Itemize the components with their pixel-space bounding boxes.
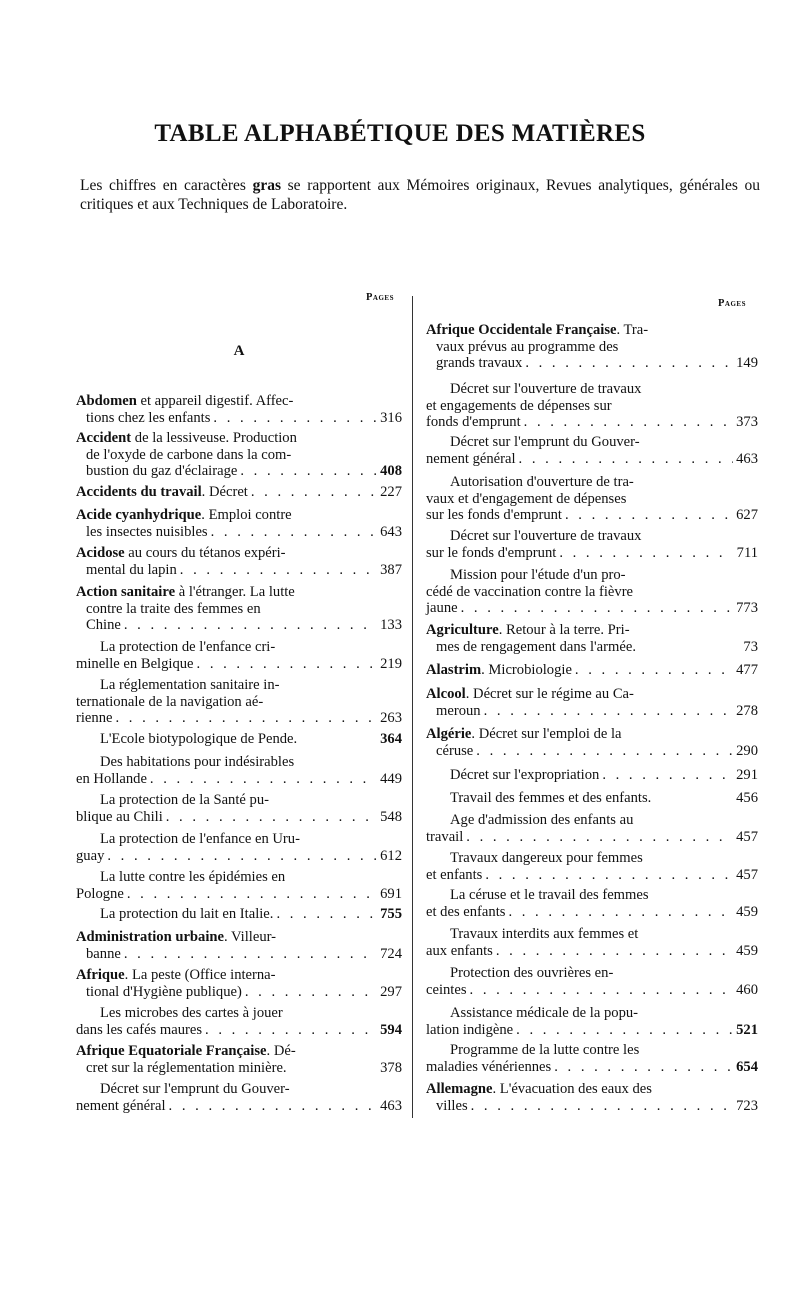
index-entry-heading: Alastrim — [426, 662, 482, 678]
index-entry-text: . L'évacuation des eaux des — [492, 1081, 652, 1097]
dot-leader — [166, 809, 377, 826]
index-entry-line — [426, 867, 758, 884]
index-entry-line — [426, 850, 758, 867]
index-entry — [426, 790, 758, 807]
dot-leader — [524, 414, 733, 431]
index-entry-text: . Retour à la terre. Pri- — [498, 622, 630, 638]
index-entry-line — [76, 677, 402, 694]
index-entry — [426, 322, 758, 372]
index-entry — [76, 545, 402, 578]
page-number: 724 — [380, 945, 402, 962]
index-entry-line — [426, 1059, 758, 1076]
index-entry-heading: Afrique Equatoriale Française — [76, 1043, 267, 1059]
index-entry-text: La céruse et le travail des femmes — [450, 887, 649, 903]
index-entry — [76, 929, 402, 962]
index-entry-text: . Décret — [201, 484, 248, 500]
index-entry-line — [76, 507, 402, 524]
page-number: 548 — [380, 808, 402, 825]
page-number: 459 — [736, 942, 758, 959]
page-number: 449 — [380, 770, 402, 787]
index-entry-line — [426, 767, 758, 784]
index-entry-text: Travaux dangereux pour femmes — [450, 850, 643, 866]
page-number: 364 — [380, 731, 402, 747]
index-entry — [426, 686, 758, 719]
page-number: 408 — [380, 463, 402, 479]
dot-leader — [471, 1098, 733, 1115]
index-entry — [76, 639, 402, 672]
index-entry-text: mental du lapin — [86, 561, 177, 578]
index-entry — [426, 1042, 758, 1075]
index-entry — [76, 1081, 402, 1114]
page-number: 457 — [736, 828, 758, 845]
page-number: 612 — [380, 847, 402, 864]
page-number: 594 — [380, 1021, 402, 1038]
index-entry-line — [426, 1098, 758, 1115]
index-entry-line — [426, 545, 758, 562]
page-number: 773 — [736, 600, 758, 616]
index-entry-text: de l'oxyde de carbone dans la com- — [86, 446, 292, 463]
index-entry-text: Protection des ouvrières en- — [450, 965, 614, 981]
index-entry-text: Travail des femmes et des enfants. — [450, 790, 652, 806]
index-entry-line — [76, 617, 402, 634]
dot-leader — [485, 867, 733, 884]
index-entry-line — [76, 430, 402, 447]
index-entry-text: Programme de la lutte contre les — [450, 1042, 640, 1058]
index-entry-line — [76, 831, 402, 848]
page-number: 456 — [736, 790, 758, 806]
index-entry-line — [76, 447, 402, 464]
index-entry-text: sur le fonds d'emprunt — [426, 544, 557, 561]
page-number: 521 — [736, 1021, 758, 1038]
index-entry — [426, 1081, 758, 1114]
page-number: 387 — [380, 561, 402, 578]
index-entry-line — [76, 1022, 402, 1039]
index-entry-text: rienne — [76, 710, 113, 726]
index-entry-text: Décret sur l'emprunt du Gouver- — [100, 1081, 290, 1097]
dot-leader — [559, 545, 733, 562]
index-entry-text: et des enfants — [426, 903, 506, 920]
index-entry-text: nement général — [76, 1097, 166, 1114]
index-entry-line — [426, 703, 758, 720]
index-entry-text: Travaux interdits aux femmes et — [450, 926, 639, 942]
index-entry-line — [76, 1060, 402, 1077]
index-entry-text: La protection du lait en Italie. — [100, 906, 274, 922]
index-entry-line — [76, 463, 402, 480]
index-entry-text: . Tra- — [616, 322, 649, 338]
index-entry-line — [76, 946, 402, 963]
dot-leader — [565, 507, 733, 524]
intro-text-before: Les chiffres en caractères — [80, 177, 253, 194]
index-entry-line — [426, 584, 758, 601]
index-entry-text: aux enfants — [426, 942, 493, 959]
dot-leader — [115, 710, 377, 727]
dot-leader — [107, 848, 377, 865]
page-number: 654 — [736, 1058, 758, 1075]
index-entry-text: Assistance médicale de la popu- — [450, 1005, 639, 1021]
index-entry-line — [426, 743, 758, 760]
dot-leader — [197, 656, 377, 673]
page-number: 133 — [380, 617, 402, 633]
index-entry — [426, 528, 758, 561]
index-entry-line — [426, 943, 758, 960]
index-entry-text: La protection de l'enfance cri- — [100, 639, 276, 655]
dot-leader — [554, 1059, 733, 1076]
index-entry-line — [76, 869, 402, 886]
index-entry — [76, 967, 402, 1000]
index-entry-heading: Accidents du travail — [76, 484, 202, 500]
index-entry-line — [426, 904, 758, 921]
index-entry-line — [426, 414, 758, 431]
dot-leader — [150, 771, 377, 788]
page-number: 477 — [736, 662, 758, 678]
dot-leader — [240, 463, 377, 480]
index-entry-text: L'Ecole biotypologique de Pende. — [100, 731, 298, 747]
column-divider — [412, 296, 413, 1118]
index-entry — [76, 906, 402, 923]
dot-leader — [213, 410, 377, 427]
dot-leader — [466, 829, 733, 846]
index-entry-text: Chine — [86, 617, 121, 633]
page-number: 73 — [743, 638, 758, 655]
index-entry-text: ceintes — [426, 981, 467, 998]
index-entry-text: . Emploi contre — [201, 507, 292, 523]
index-entry-line — [76, 524, 402, 541]
page-number: 263 — [380, 710, 402, 726]
index-entry-text: Décret sur l'emprunt du Gouver- — [450, 434, 640, 450]
index-entry-line — [426, 434, 758, 451]
index-entry-line — [76, 410, 402, 427]
index-entry — [76, 484, 402, 501]
dot-leader — [124, 617, 377, 634]
dot-leader — [519, 451, 733, 468]
index-entry-line — [426, 1081, 758, 1098]
page-number: 463 — [736, 450, 758, 467]
index-entry — [426, 850, 758, 883]
index-entry-text: . Villeur- — [223, 929, 277, 945]
dot-leader — [180, 562, 377, 579]
index-entry-line — [426, 790, 758, 807]
index-entry-text: sur les fonds d'emprunt — [426, 507, 562, 523]
page-number: 463 — [380, 1097, 402, 1114]
index-entry-text: tions chez les enfants — [86, 409, 211, 426]
index-entry-text: Autorisation d'ouverture de tra- — [450, 474, 634, 490]
index-entry-line — [76, 639, 402, 656]
index-entry-line — [426, 451, 758, 468]
index-entry-text: maladies vénériennes — [426, 1058, 552, 1075]
index-entry-text: vaux et d'engagement de dépenses — [426, 490, 627, 507]
index-entry — [76, 831, 402, 864]
index-entry-text: les insectes nuisibles — [86, 523, 208, 540]
dot-leader — [476, 743, 733, 760]
index-entry-line — [76, 584, 402, 601]
dot-leader — [127, 886, 377, 903]
page-number: 373 — [736, 414, 758, 430]
index-entry-heading: Abdomen — [76, 393, 137, 409]
index-entry-text: mes de rengagement dans l'armée. — [436, 638, 636, 655]
index-entry-line — [426, 322, 758, 339]
index-entry-text: Pologne — [76, 885, 124, 902]
index-entry — [426, 812, 758, 845]
index-entry-heading: Action sanitaire — [76, 584, 176, 600]
index-entry-line — [426, 528, 758, 545]
index-entry-line — [426, 491, 758, 508]
index-entry-line — [426, 887, 758, 904]
index-entry-text: nement général — [426, 450, 516, 467]
page-number: 378 — [380, 1059, 402, 1076]
index-entry-text: et enfants — [426, 866, 483, 883]
dot-leader — [508, 904, 733, 921]
index-entry-text: cédé de vaccination contre la fièvre — [426, 583, 634, 600]
index-entry-line — [76, 848, 402, 865]
index-entry-line — [76, 484, 402, 501]
index-entry-line — [426, 965, 758, 982]
dot-leader — [461, 600, 733, 617]
index-entry-text: céruse — [436, 742, 474, 759]
index-entry-text: Mission pour l'étude d'un pro- — [450, 567, 626, 583]
dot-leader — [496, 943, 733, 960]
index-entry-line — [426, 381, 758, 398]
index-entry-line — [76, 906, 402, 923]
index-entry-line — [426, 355, 758, 372]
index-entry-text: La réglementation sanitaire in- — [100, 677, 280, 693]
index-entry-line — [76, 886, 402, 903]
dot-leader — [276, 906, 377, 923]
index-entry — [76, 1005, 402, 1038]
page-number: 460 — [736, 981, 758, 998]
index-entry — [426, 474, 758, 524]
index-entry-text: . Microbiologie — [481, 662, 572, 678]
index-entry-text: La protection de l'enfance en Uru- — [100, 831, 300, 847]
dot-leader — [205, 1022, 377, 1039]
index-entry-text: Des habitations pour indésirables — [100, 754, 295, 770]
index-entry-line — [426, 339, 758, 356]
index-entry-line — [76, 393, 402, 410]
index-entry-heading: Administration urbaine — [76, 929, 224, 945]
index-entry-text: dans les cafés maures — [76, 1021, 203, 1038]
index-entry-text: Les microbes des cartes à jouer — [100, 1005, 283, 1021]
dot-leader — [516, 1022, 733, 1039]
index-entry-text: meroun — [436, 702, 481, 719]
index-entry-text: . Décret sur le régime au Ca- — [465, 686, 634, 702]
index-entry-text: grands travaux — [436, 355, 523, 371]
page-number: 291 — [736, 767, 758, 783]
index-entry-line — [76, 710, 402, 727]
index-entry — [426, 381, 758, 431]
index-entry-line — [76, 562, 402, 579]
index-entry — [426, 662, 758, 679]
index-entry-line — [76, 1098, 402, 1115]
index-entry-heading: Afrique — [76, 967, 125, 983]
index-entry — [426, 926, 758, 959]
index-entry-heading: Afrique Occidentale Française — [426, 322, 617, 338]
index-entry-line — [76, 545, 402, 562]
page-number: 457 — [736, 866, 758, 883]
index-entry-line — [76, 694, 402, 711]
index-entry — [76, 869, 402, 902]
index-entry-line — [426, 662, 758, 679]
index-entry-text: La lutte contre les épidémies en — [100, 869, 286, 885]
index-entry-heading: Acidose — [76, 545, 125, 561]
index-entry-line — [426, 686, 758, 703]
dot-leader — [169, 1098, 377, 1115]
index-entry-line — [426, 622, 758, 639]
pages-label-left: Pages — [366, 292, 394, 303]
index-entry-line — [76, 1043, 402, 1060]
index-entry — [76, 393, 402, 426]
index-entry-text: cret sur la réglementation minière. — [86, 1059, 287, 1076]
index-entry-line — [426, 926, 758, 943]
index-entry-line — [426, 1022, 758, 1039]
dot-leader — [470, 982, 733, 999]
pages-label-right: Pages — [718, 298, 746, 309]
index-entry-line — [426, 829, 758, 846]
index-entry-text: lation indigène — [426, 1021, 514, 1038]
index-entry-line — [426, 398, 758, 415]
index-entry-text: villes — [436, 1097, 468, 1114]
index-entry-line — [76, 809, 402, 826]
index-entry-line — [76, 771, 402, 788]
index-entry-line — [426, 1042, 758, 1059]
page-number: 691 — [380, 885, 402, 902]
intro-text-bold: gras — [252, 177, 281, 194]
index-entry-text: et appareil digestif. Affec- — [136, 393, 294, 409]
index-entry-line — [426, 639, 758, 656]
intro-text-after: se rapportent aux Mémoires originaux, Revues analytiques, générales ou critiques et aux Techniques de Laboratoire. — [80, 177, 760, 213]
index-entry-line — [76, 754, 402, 771]
index-entry-heading: Agriculture — [426, 622, 499, 638]
index-entry-text: minelle en Belgique — [76, 655, 194, 672]
page-title: TABLE ALPHABÉTIQUE DES MATIÈRES — [154, 120, 646, 147]
index-entry-line — [76, 967, 402, 984]
dot-leader — [602, 767, 733, 784]
index-entry-line — [76, 601, 402, 618]
page-number: 290 — [736, 742, 758, 759]
section-letter: A — [233, 343, 245, 359]
index-entry-text: bustion du gaz d'éclairage — [86, 463, 238, 479]
index-entry-text: Age d'admission des enfants au — [450, 812, 634, 828]
index-entry-heading: Acide cyanhydrique — [76, 507, 202, 523]
page-number: 219 — [380, 655, 402, 672]
index-entry-heading: Alcool — [426, 686, 466, 702]
index-entry — [426, 567, 758, 617]
index-entry-text: jaune — [426, 600, 458, 616]
index-entry-text: banne — [86, 945, 121, 962]
index-entry — [426, 1005, 758, 1038]
index-entry — [426, 965, 758, 998]
dot-leader — [251, 484, 377, 501]
page-number: 316 — [380, 409, 402, 426]
index-entry — [426, 767, 758, 784]
index-entry-text: . Décret sur l'emploi de la — [471, 726, 622, 742]
index-entry-text: contre la traite des femmes en — [86, 600, 261, 617]
index-entry-line — [426, 600, 758, 617]
dot-leader — [484, 703, 733, 720]
index-entry — [76, 754, 402, 787]
index-entry — [76, 792, 402, 825]
dot-leader — [211, 524, 377, 541]
index-entry-text: au cours du tétanos expéri- — [124, 545, 286, 561]
index-entry-text: en Hollande — [76, 770, 147, 787]
index-entry-line — [426, 474, 758, 491]
index-entry-line — [76, 1005, 402, 1022]
index-entry-text: La protection de la Santé pu- — [100, 792, 269, 808]
index-entry-text: vaux prévus au programme des — [436, 338, 619, 355]
index-entry-text: blique au Chili — [76, 808, 163, 825]
dot-leader — [245, 984, 377, 1001]
page-number: 711 — [736, 544, 758, 561]
page-number: 278 — [736, 702, 758, 719]
index-entry-text: Décret sur l'expropriation — [450, 767, 600, 783]
index-entry-heading: Accident — [76, 430, 132, 446]
dot-leader — [575, 662, 733, 679]
dot-leader — [124, 946, 377, 963]
page-number: 755 — [380, 906, 402, 922]
index-entry — [426, 622, 758, 655]
index-entry-text: et engagements de dépenses sur — [426, 397, 612, 414]
index-entry-line — [426, 567, 758, 584]
index-entry-heading: Allemagne — [426, 1081, 493, 1097]
index-entry-text: . La peste (Office interna- — [124, 967, 276, 983]
index-entry — [426, 434, 758, 467]
page-number: 459 — [736, 903, 758, 920]
index-entry-heading: Algérie — [426, 726, 472, 742]
index-entry-line — [426, 982, 758, 999]
index-entry — [426, 726, 758, 759]
index-entry-text: ternationale de la navigation aé- — [76, 693, 264, 710]
index-entry-line — [426, 812, 758, 829]
index-entry — [76, 677, 402, 727]
index-entry-line — [76, 1081, 402, 1098]
index-entry-text: fonds d'emprunt — [426, 414, 521, 430]
index-entry — [76, 584, 402, 634]
intro-paragraph — [80, 176, 760, 214]
index-entry-text: guay — [76, 847, 105, 864]
page-number: 227 — [380, 484, 402, 500]
page-number: 297 — [380, 983, 402, 1000]
index-entry-text: de la lessiveuse. Production — [131, 430, 297, 446]
index-entry-text: à l'étranger. La lutte — [175, 584, 295, 600]
index-entry-line — [76, 656, 402, 673]
index-entry-text: Décret sur l'ouverture de travaux — [450, 528, 642, 544]
index-entry-text: . Dé- — [266, 1043, 296, 1059]
index-entry-line — [426, 507, 758, 524]
page-number: 723 — [736, 1097, 758, 1114]
index-entry — [76, 1043, 402, 1076]
dot-leader — [525, 355, 733, 372]
index-entry — [76, 507, 402, 540]
index-entry-text: Décret sur l'ouverture de travaux — [450, 381, 642, 397]
index-entry — [76, 731, 402, 748]
index-entry-line — [76, 984, 402, 1001]
index-entry-line — [426, 726, 758, 743]
index-entry — [76, 430, 402, 480]
index-entry-line — [76, 929, 402, 946]
index-entry-text: tional d'Hygiène publique) — [86, 983, 242, 1000]
index-entry-line — [426, 1005, 758, 1022]
index-entry-text: travail — [426, 828, 464, 845]
page-number: 643 — [380, 523, 402, 540]
page-number: 149 — [736, 355, 758, 371]
page-number: 627 — [736, 507, 758, 523]
index-entry-line — [76, 792, 402, 809]
index-entry — [426, 887, 758, 920]
index-entry-line — [76, 731, 402, 748]
